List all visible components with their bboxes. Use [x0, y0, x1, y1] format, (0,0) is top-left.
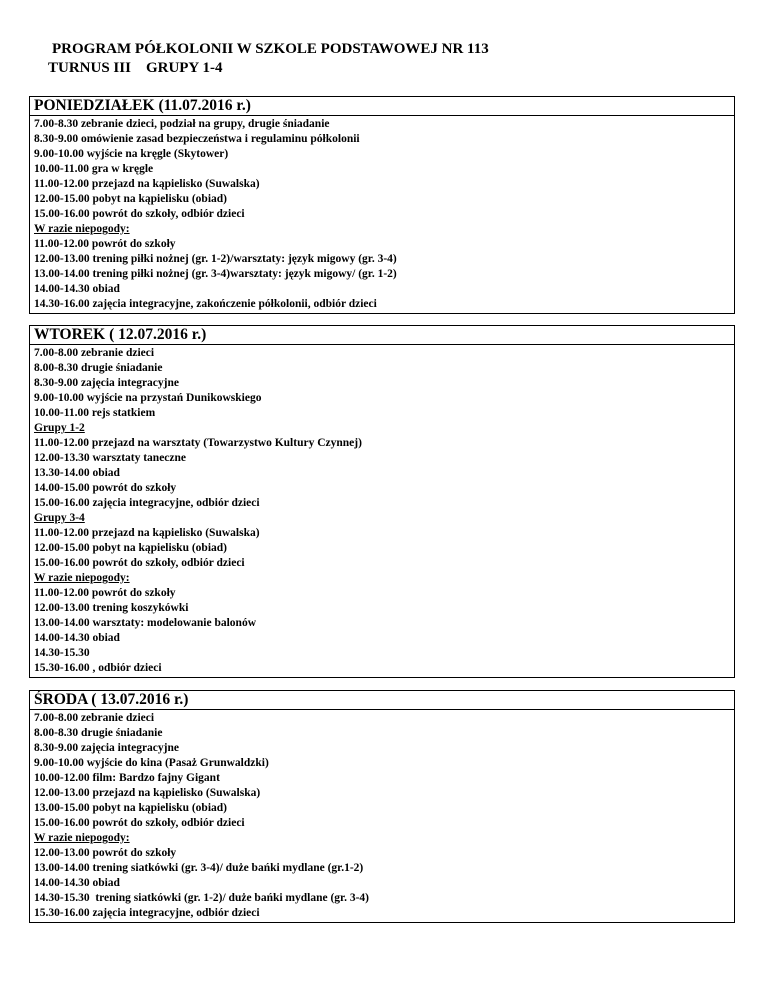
schedule-subheading: W razie niepogody: — [34, 832, 130, 844]
day-header: WTOREK ( 12.07.2016 r.) — [30, 326, 734, 345]
schedule-line: 15.00-16.00 powrót do szkoły, odbiór dzieci — [34, 208, 245, 220]
schedule-line: 10.00-12.00 film: Bardzo fajny Gigant — [34, 772, 220, 784]
schedule-line: 15.30-16.00 zajęcia integracyjne, odbiór dzieci — [34, 907, 260, 919]
schedule-line: 15.30-16.00 , odbiór dzieci — [34, 662, 162, 674]
day-header: PONIEDZIAŁEK (11.07.2016 r.) — [30, 97, 734, 116]
schedule-subheading: Grupy 1-2 — [34, 422, 85, 434]
schedule-line: 15.00-16.00 powrót do szkoły, odbiór dzieci — [34, 817, 245, 829]
schedule-line: 14.00-14.30 obiad — [34, 632, 120, 644]
schedule-line: 15.00-16.00 zajęcia integracyjne, odbiór dzieci — [34, 497, 260, 509]
schedule-line: 7.00-8.00 zebranie dzieci — [34, 347, 155, 359]
schedule-subheading: W razie niepogody: — [34, 572, 130, 584]
schedule-line: 9.00-10.00 wyjście do kina (Pasaż Grunwaldzki) — [34, 757, 269, 769]
schedule-line: 8.30-9.00 zajęcia integracyjne — [34, 377, 179, 389]
schedule-line: 11.00-12.00 przejazd na kąpielisko (Suwalska) — [34, 527, 260, 539]
schedule-line: 9.00-10.00 wyjście na przystań Dunikowskiego — [34, 392, 262, 404]
day-header: ŚRODA ( 13.07.2016 r.) — [30, 691, 734, 710]
schedule-line: 14.00-15.00 powrót do szkoły — [34, 482, 177, 494]
schedule-line: 8.00-8.30 drugie śniadanie — [34, 727, 163, 739]
schedule-line: 13.00-14.00 warsztaty: modelowanie balonów — [34, 617, 256, 629]
schedule-line: 10.00-11.00 rejs statkiem — [34, 407, 156, 419]
document-subtitle: TURNUS III GRUPY 1-4 — [48, 60, 223, 76]
schedule-line: 14.30-16.00 zajęcia integracyjne, zakończenie półkolonii, odbiór dzieci — [34, 298, 377, 310]
schedule-line: 11.00-12.00 przejazd na kąpielisko (Suwalska) — [34, 178, 260, 190]
schedule-line: 9.00-10.00 wyjście na kręgle (Skytower) — [34, 148, 229, 160]
day-section-tuesday — [29, 325, 735, 678]
schedule-line: 8.30-9.00 zajęcia integracyjne — [34, 742, 179, 754]
schedule-line: 14.30-15.30 trening siatkówki (gr. 1-2)/ duże bańki mydlane (gr. 3-4) — [34, 892, 370, 904]
schedule-lines — [30, 710, 734, 922]
schedule-line: 14.00-14.30 obiad — [34, 877, 120, 889]
schedule-line: 12.00-15.00 pobyt na kąpielisku (obiad) — [34, 193, 227, 205]
schedule-line: 11.00-12.00 powrót do szkoły — [34, 238, 176, 250]
schedule-line: 12.00-13.00 przejazd na kąpielisko (Suwalska) — [34, 787, 261, 799]
schedule-line: 13.00-14.00 trening piłki nożnej (gr. 3-4)warsztaty: język migowy/ (gr. 1-2) — [34, 268, 397, 280]
schedule-lines — [30, 345, 734, 677]
schedule-line: 7.00-8.30 zebranie dzieci, podział na grupy, drugie śniadanie — [34, 118, 330, 130]
schedule-subheading: W razie niepogody: — [34, 223, 130, 235]
schedule-line: 12.00-15.00 pobyt na kąpielisku (obiad) — [34, 542, 227, 554]
document-title: PROGRAM PÓŁKOLONII W SZKOLE PODSTAWOWEJ NR 113 — [52, 41, 489, 57]
schedule-subheading: Grupy 3-4 — [34, 512, 85, 524]
day-section-wednesday — [29, 690, 735, 923]
schedule-lines — [30, 116, 734, 313]
schedule-line: 13.30-14.00 obiad — [34, 467, 120, 479]
schedule-line: 13.00-15.00 pobyt na kąpielisku (obiad) — [34, 802, 227, 814]
day-section-monday — [29, 96, 735, 314]
schedule-line: 15.00-16.00 powrót do szkoły, odbiór dzieci — [34, 557, 245, 569]
schedule-line: 11.00-12.00 przejazd na warsztaty (Towarzystwo Kultury Czynnej) — [34, 437, 362, 449]
schedule-line: 14.30-15.30 — [34, 647, 90, 659]
schedule-line: 12.00-13.00 trening koszykówki — [34, 602, 189, 614]
schedule-line: 12.00-13.00 powrót do szkoły — [34, 847, 177, 859]
schedule-line: 14.00-14.30 obiad — [34, 283, 120, 295]
schedule-line: 12.00-13.00 trening piłki nożnej (gr. 1-2)/warsztaty: język migowy (gr. 3-4) — [34, 253, 397, 265]
schedule-line: 7.00-8.00 zebranie dzieci — [34, 712, 155, 724]
schedule-line: 8.00-8.30 drugie śniadanie — [34, 362, 163, 374]
schedule-line: 13.00-14.00 trening siatkówki (gr. 3-4)/ duże bańki mydlane (gr.1-2) — [34, 862, 364, 874]
schedule-line: 10.00-11.00 gra w kręgle — [34, 163, 154, 175]
schedule-line: 8.30-9.00 omówienie zasad bezpieczeństwa i regulaminu półkolonii — [34, 133, 360, 145]
schedule-line: 12.00-13.30 warsztaty taneczne — [34, 452, 187, 464]
schedule-line: 11.00-12.00 powrót do szkoły — [34, 587, 176, 599]
